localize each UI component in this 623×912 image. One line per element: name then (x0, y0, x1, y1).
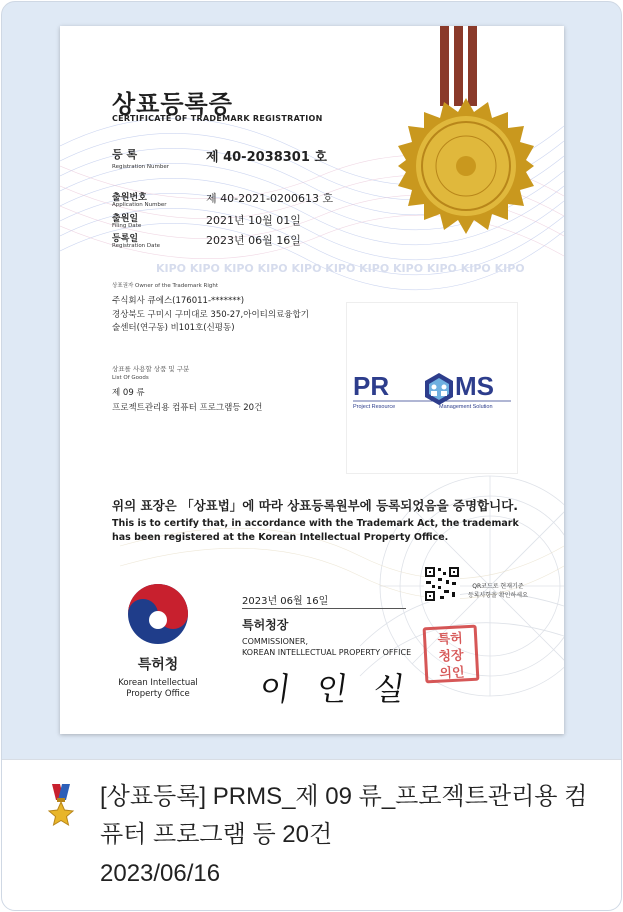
certify-statement-en-1: This is to certify that, in accordance with the Trademark Act, the trademark (112, 518, 519, 529)
goods-items: 프로젝트관리용 컴퓨터 프로그램등 20건 (112, 403, 263, 413)
ribbon-stripe (440, 26, 449, 106)
date-underline (242, 608, 406, 609)
owner-address-line2: 술센터(연구동) 비101호(신평동) (112, 323, 235, 333)
qr-note-line2: 등록사항을 확인하세요 (468, 592, 528, 599)
logo-text-right: MS (455, 371, 494, 401)
issuer-name: 특허청 (137, 657, 179, 673)
official-seal-stamp (423, 625, 480, 684)
gold-seal-icon (398, 98, 534, 234)
owner-label-ko: 상표권자 (112, 283, 134, 289)
application-label-en: Application Number (112, 202, 167, 208)
issuer-name-en-2: Property Office (126, 689, 190, 699)
trademark-logo (346, 302, 518, 474)
filing-date-label-en: Filing Date (112, 223, 142, 229)
stamp-text: 특허청장의인 (437, 631, 465, 682)
owner-label-en: Owner of the Trademark Right (135, 283, 219, 289)
medal-icon (46, 784, 76, 830)
owner-name: 주식회사 큐에스(176011-*******) (112, 296, 245, 306)
caption-panel (2, 759, 621, 911)
commissioner-title-en (242, 636, 411, 658)
caption-title: [상표등록] PRMS_제 09 류_프로젝트관리용 컴퓨터 프로그램 등 20건 (100, 783, 588, 848)
prms-logo-icon (347, 303, 517, 473)
registration-label: 등 록 (112, 148, 138, 161)
caption-date: 2023/06/16 (100, 860, 221, 887)
goods-label: 상표를 사용할 상품 및 구분 (112, 365, 190, 373)
certify-statement-ko: 위의 표장은 「상표법」에 따라 상표등록원부에 등록되었음을 증명합니다. (112, 498, 519, 513)
goods-label-en: List Of Goods (112, 375, 149, 381)
registration-number: 제 40-2038301 호 (206, 150, 327, 165)
registration-date-label: 등록일 (112, 234, 139, 244)
kipo-emblem-icon (126, 582, 190, 646)
application-label: 출원번호 (112, 193, 147, 203)
logo-text-left: PR (353, 371, 390, 401)
qr-note-line1: QR코드로 현재기준 (472, 583, 524, 590)
certificate-image (60, 26, 564, 734)
filing-date: 2021년 10월 01일 (206, 214, 301, 227)
issuer-name-en (108, 678, 208, 700)
kipo-watermark: KIPO KIPO KIPO KIPO KIPO KIPO KIPO KIPO KIPO KIPO KIPO (156, 262, 525, 275)
application-number: 제 40-2021-0200613 호 (206, 192, 334, 205)
filing-date-label: 출원일 (112, 214, 139, 224)
trademark-card[interactable] (1, 1, 622, 911)
logo-sub-right: Management Solution (439, 404, 493, 410)
certify-statement-en-2: has been registered at the Korean Intellectual Property Office. (112, 532, 449, 543)
issuer-name-en-1: Korean Intellectual (118, 678, 198, 688)
commissioner-signature: 이인실 (257, 670, 434, 708)
certificate-title: 상표등록증 (112, 89, 233, 118)
owner-address-line1: 경상북도 구미시 구미대로 350-27,아이티의료융합기 (112, 310, 309, 320)
certificate-subtitle: CERTIFICATE OF TRADEMARK REGISTRATION (112, 114, 323, 123)
registration-label-en: Registration Number (112, 164, 170, 170)
owner-label (112, 281, 218, 289)
commissioner-title-en-1: COMMISSIONER, (242, 637, 308, 646)
qr-note (468, 582, 528, 600)
registration-date: 2023년 06월 16일 (206, 234, 301, 247)
commissioner-title: 특허청장 (242, 618, 289, 632)
issue-date: 2023년 06월 16일 (242, 596, 329, 607)
logo-sub-left: Project Resource (353, 404, 396, 410)
commissioner-title-en-2: KOREAN INTELLECTUAL PROPERTY OFFICE (242, 648, 412, 657)
ribbon-stripe (454, 26, 463, 106)
registration-date-label-en: Registration Date (112, 243, 161, 249)
goods-class: 제 09 류 (112, 388, 145, 398)
qr-code-icon (424, 566, 460, 602)
ribbon-stripe (468, 26, 477, 106)
